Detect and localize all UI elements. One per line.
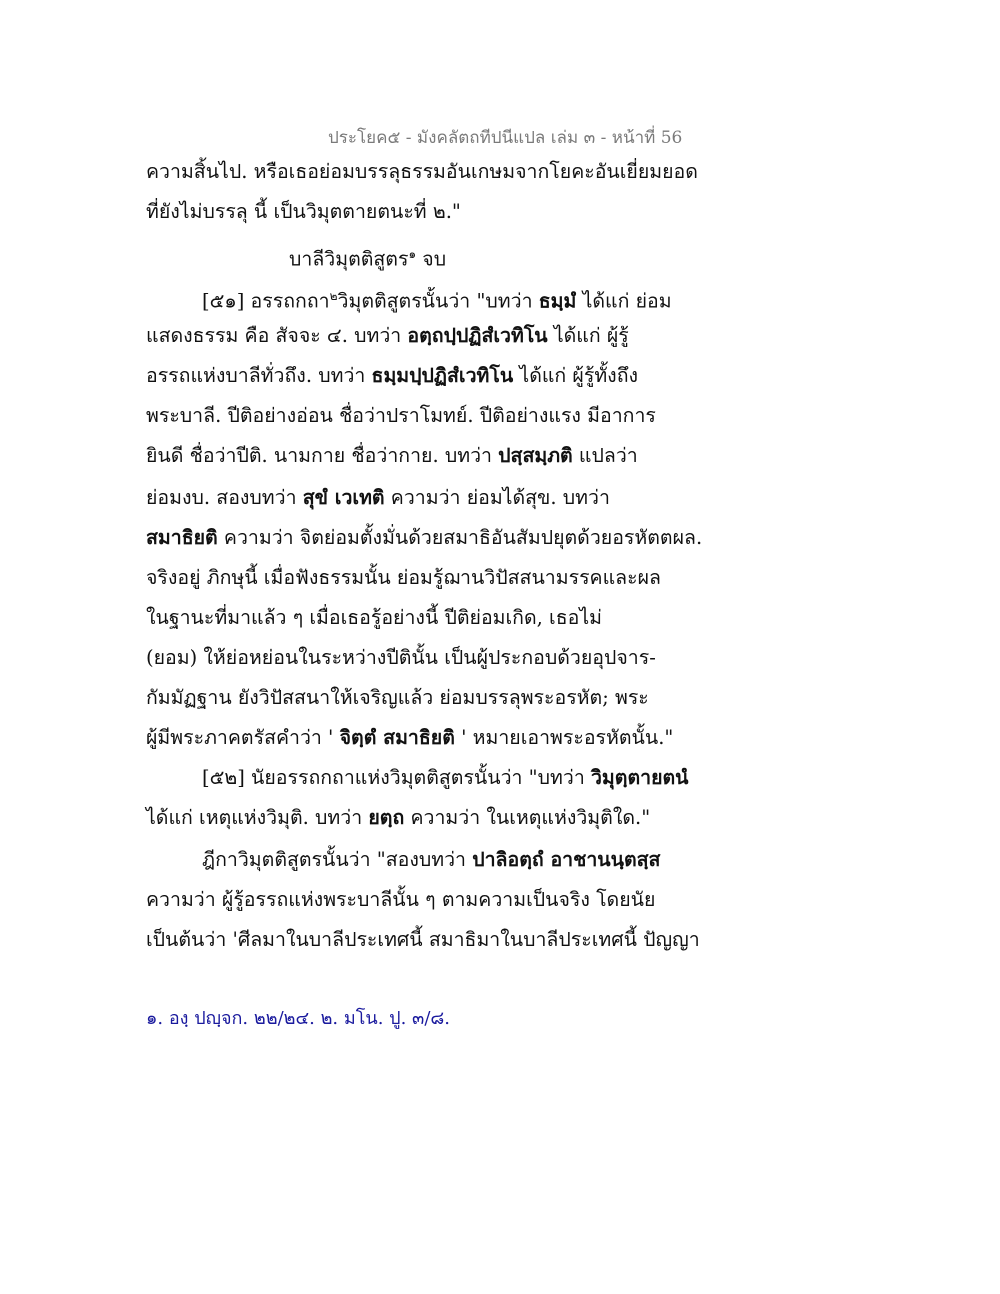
line-text: เป็นต้นว่า 'ศีลมาในบาลีประเทศนี้ สมาธิมาในบาลีประเทศนี้ ปัญญา (146, 928, 700, 951)
line-text: (ยอม) ให้ย่อหย่อนในระหว่างปีตินั้น เป็นผู้ประกอบด้วยอุปจาร- (146, 646, 656, 669)
line-text: อรรถแห่งบาลีทั่วถึง. บทว่า (146, 364, 372, 387)
line-text: แสดงธรรม คือ สัจจะ ๔. บทว่า (146, 324, 408, 347)
line-text: ได้แก่ ผู้รู้ (547, 324, 629, 347)
pali-term: ธมฺมปฺปฏิสํเวทิโน (371, 364, 514, 387)
line-text: วิมุตติสูตรนั้นว่า "บทว่า (337, 289, 539, 313)
text-line (146, 564, 661, 592)
page-header: ประโยค๕ - มังคลัตถทีปนีแปล เล่ม ๓ - หน้าที่ 56 (328, 128, 683, 148)
line-text: ' หมายเอาพระอรหัตนั้น." (454, 726, 674, 749)
line-text: ย่อมงบ. สองบทว่า (146, 486, 303, 509)
pali-term: อตฺถปฺปฏิสํเวทิโน (407, 324, 548, 347)
text-line (146, 724, 673, 752)
pali-term: วิมุตฺตายตนํ (590, 766, 689, 789)
footnote-marker: ๑ (408, 247, 417, 261)
line-text: ความว่า ย่อมได้สุข. บทว่า (384, 486, 610, 509)
line-text: ได้แก่ เหตุแห่งวิมุติ. บทว่า (146, 806, 369, 829)
footnote: ๑. องฺ ปญฺจก. ๒๒/๒๔. ๒. มโน. ปู. ๓/๘. (146, 1008, 451, 1029)
line-text: ได้แก่ ผู้รู้ทั้งถึง (513, 364, 639, 387)
line-text: ความว่า ผู้รู้อรรถแห่งพระบาลีนั้น ๆ ตามความเป็นจริง โดยนัย (146, 888, 656, 911)
line-text: กัมมัฏฐาน ยังวิปัสสนาให้เจริญแล้ว ย่อมบรรลุพระอรหัต; พระ (146, 686, 649, 709)
text-line (146, 926, 700, 954)
pali-term: ยตฺถ (368, 806, 405, 829)
pali-term: สุขํ เวเทติ (302, 486, 385, 509)
line-text: ได้แก่ ย่อม (576, 289, 672, 313)
text-line (146, 644, 656, 672)
line-text: [๕๒] นัยอรรถกถาแห่งวิมุตติสูตรนั้นว่า "บทว่า (202, 766, 591, 789)
text-line (146, 886, 655, 914)
text-line (202, 282, 672, 316)
pali-term: จิตฺตํ สมาธิยติ (339, 726, 455, 749)
line-text: บาลีวิมุตติสูตร (289, 247, 409, 271)
line-text: ความสิ้นไป. หรือเธอย่อมบรรลุธรรมอันเกษมจากโยคะอันเยี่ยมยอด (146, 160, 698, 183)
pali-term: ธมฺมํ (538, 289, 577, 313)
line-text: ในฐานะที่มาแล้ว ๆ เมื่อเธอรู้อย่างนี้ ปีติย่อมเกิด, เธอไม่ (146, 606, 602, 629)
text-line (146, 362, 638, 390)
line-text: จบ (416, 247, 447, 271)
text-line (146, 604, 602, 632)
line-text: พระบาลี. ปีติอย่างอ่อน ชื่อว่าปราโมทย์. ปีติอย่างแรง มีอาการ (146, 404, 656, 427)
line-text: [๕๑] อรรถกถา (202, 289, 330, 313)
line-text: ความว่า ในเหตุแห่งวิมุติใด." (404, 806, 651, 829)
text-line (146, 158, 698, 186)
text-line (146, 442, 638, 470)
text-line (202, 846, 660, 874)
section-end-title (289, 240, 446, 274)
line-text: ฎีกาวิมุตติสูตรนั้นว่า "สองบทว่า (202, 848, 473, 871)
line-text: ยินดี ชื่อว่าปีติ. นามกาย ชื่อว่ากาย. บทว่า (146, 444, 499, 467)
text-line (146, 402, 656, 430)
line-text: จริงอยู่ ภิกษุนี้ เมื่อฟังธรรมนั้น ย่อมรู้ฌานวิปัสสนามรรคและผล (146, 566, 661, 589)
line-text: ที่ยังไม่บรรลุ นี้ เป็นวิมุตตายตนะที่ ๒." (146, 200, 461, 223)
text-line (146, 484, 610, 512)
footnote-marker: ๒ (329, 289, 338, 303)
pali-term: ปสฺสมฺภติ (498, 444, 573, 467)
pali-term: สมาธิยติ (146, 526, 218, 549)
text-line (146, 524, 702, 552)
text-line (146, 804, 650, 832)
text-line (146, 684, 649, 712)
text-line (146, 322, 629, 350)
text-line (146, 198, 461, 226)
text-line (202, 764, 688, 792)
line-text: ความว่า จิตย่อมตั้งมั่นด้วยสมาธิอันสัมปยุตด้วยอรหัตตผล. (217, 526, 703, 549)
line-text: แปลว่า (572, 444, 638, 467)
pali-term: ปาลิอตฺถํ อาชานนฺตสฺส (472, 848, 661, 871)
line-text: ผู้มีพระภาคตรัสคำว่า ' (146, 726, 340, 749)
